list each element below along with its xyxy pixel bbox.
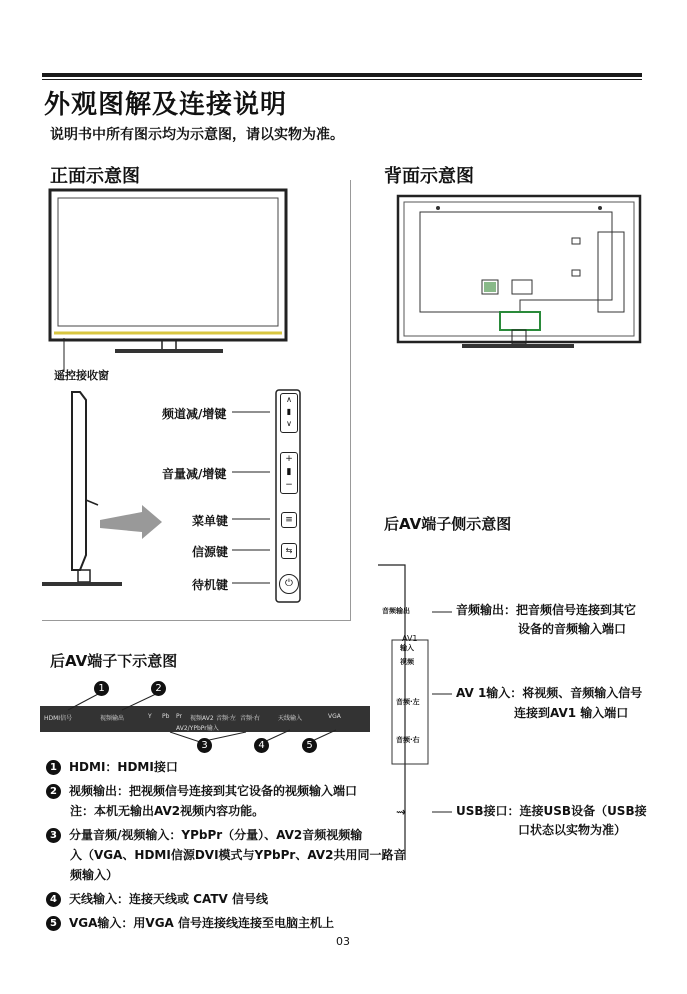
side-audio-out-port: 音频输出: [382, 607, 410, 615]
page-title: 外观图解及连接说明: [44, 90, 288, 120]
standby-button-label: 待机键: [192, 578, 229, 592]
side-video-port: 视频: [400, 658, 414, 666]
port-audio-right: 音频·右: [240, 715, 260, 722]
menu-button-label: 菜单键: [192, 514, 229, 528]
source-button-label: 信源键: [192, 545, 229, 559]
source-icon[interactable]: ⇆: [281, 543, 297, 559]
volume-button-label: 音量减/增键: [162, 467, 227, 481]
side-panel-heading: 后AV端子侧示意图: [384, 515, 512, 533]
bottom-panel-heading: 后AV端子下示意图: [50, 652, 178, 670]
list-item: 4 天线输入：连接天线或 CATV 信号线: [46, 889, 268, 909]
side-av1-sub: 输入: [400, 644, 414, 652]
port-audio-left: 音频·左: [216, 715, 236, 722]
port-group-label: AV2/YPbPr输入: [176, 725, 219, 732]
callout-5: 5: [302, 735, 325, 754]
usb-icon: ⇝: [396, 805, 407, 819]
port-y: Y: [148, 713, 152, 720]
menu-icon[interactable]: ≡: [281, 512, 297, 528]
channel-button-label: 频道减/增键: [162, 407, 227, 421]
list-item: 3 分量音频/视频输入：YPbPr（分量）、AV2音频视频输: [46, 825, 362, 845]
disclaimer-note: 说明书中所有图示均为示意图，请以实物为准。: [50, 127, 344, 143]
list-bullet: 5: [46, 916, 61, 931]
av1-desc-1: AV 1输入：将视频、音频输入信号: [456, 686, 643, 700]
callout-1: 1: [94, 678, 117, 697]
port-av2-video: 视频AV2: [190, 715, 214, 722]
callout-3: 3: [197, 735, 220, 754]
list-item: 1 HDMI：HDMI接口: [46, 757, 178, 777]
port-pr: Pr: [176, 713, 182, 720]
audio-out-desc-2: 设备的音频输入端口: [518, 622, 627, 636]
list-item: 5 VGA输入：用VGA 信号连接线连接至电脑主机上: [46, 913, 334, 933]
side-av1-label: AV1: [402, 634, 418, 643]
callout-4: 4: [254, 735, 277, 754]
port-antenna: 天线输入: [278, 715, 303, 722]
list-bullet: 2: [46, 784, 61, 799]
av1-desc-2: 连接到AV1 输入端口: [514, 706, 629, 720]
list-bullet: 1: [46, 760, 61, 775]
channel-updown-icon[interactable]: ∧ ▮ ∨: [280, 393, 298, 433]
remote-receiver-label: 遥控接收窗: [54, 369, 109, 382]
list-bullet: 4: [46, 892, 61, 907]
port-vga: VGA: [328, 713, 341, 720]
back-view-heading: 背面示意图: [384, 166, 474, 187]
power-icon[interactable]: ⏻: [279, 574, 299, 594]
port-pb: Pb: [162, 713, 170, 720]
port-video-out: 视频输出: [100, 715, 125, 722]
list-bullet: 3: [46, 828, 61, 843]
list-item-continuation: 注：本机无输出AV2视频内容功能。: [70, 804, 265, 818]
page-number: 03: [336, 935, 350, 948]
side-audio-right-port: 音频·右: [396, 736, 420, 744]
list-item-continuation: 入（VGA、HDMI信源DVI模式与YPbPr、AV2共用同一路音: [70, 848, 406, 862]
side-audio-left-port: 音频·左: [396, 698, 420, 706]
front-view-heading: 正面示意图: [50, 166, 140, 187]
list-item: 2 视频输出：把视频信号连接到其它设备的视频输入端口: [46, 781, 357, 801]
list-item-continuation: 频输入）: [70, 868, 119, 882]
usb-desc-1: USB接口：连接USB设备（USB接: [456, 804, 647, 818]
usb-desc-2: 口状态以实物为准）: [518, 823, 627, 837]
port-hdmi: HDMI信号: [44, 715, 73, 722]
volume-plusminus-icon[interactable]: + ▮ −: [280, 452, 298, 494]
callout-2: 2: [151, 678, 174, 697]
audio-out-desc-1: 音频输出：把音频信号连接到其它: [456, 603, 637, 617]
